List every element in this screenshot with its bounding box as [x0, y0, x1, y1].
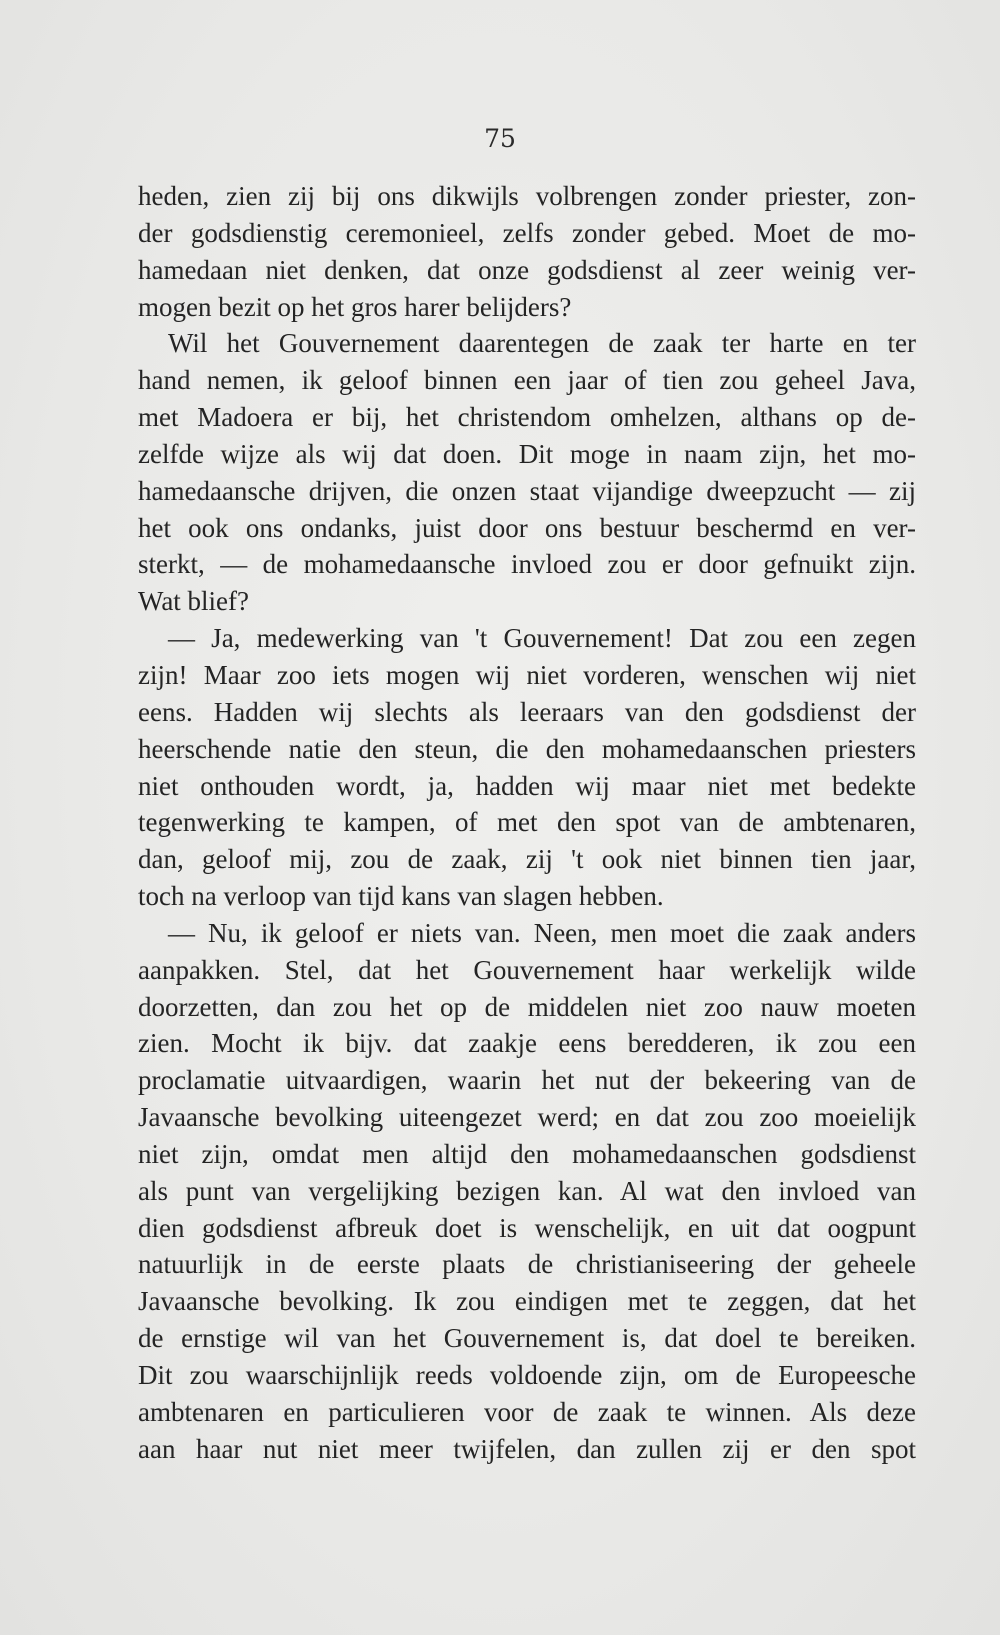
text-line: heerschende natie den steun, die den mohamedaanschen priesters [138, 733, 916, 764]
text-line: heden, zien zij bij ons dikwijls volbrengen zonder priester, zon- [138, 181, 916, 211]
text-line: eens. Hadden wij slechts als leeraars van den godsdienst der [138, 696, 916, 727]
text-line: zelfde wijze als wij dat doen. Dit moge in naam zijn, het mo- [138, 438, 916, 469]
text-line: tegenwerking te kampen, of met den spot van de ambtenaren, [138, 807, 916, 838]
text-line: der godsdienstig ceremonieel, zelfs zonder gebed. Moet de mo- [138, 217, 916, 248]
text-line: Javaansche bevolking. Ik zou eindigen met te zeggen, dat het [138, 1286, 916, 1317]
text-line: het ook ons ondanks, juist door ons bestuur beschermd en ver- [138, 512, 916, 543]
text-line: niet onthouden wordt, ja, hadden wij maar niet met bedekte [138, 770, 916, 801]
text-line: aanpakken. Stel, dat het Gouvernement haar werkelijk wilde [138, 954, 916, 985]
text-line: Dit zou waarschijnlijk reeds voldoende zijn, om de Europeesche [138, 1360, 916, 1390]
text-line: de ernstige wil van het Gouvernement is, dat doel te bereiken. [138, 1323, 916, 1354]
text-line: niet zijn, omdat men altijd den mohamedaanschen godsdienst [138, 1138, 916, 1169]
text-line: — Ja, medewerking van 't Gouvernement! Dat zou een zegen [168, 623, 916, 654]
text-line: — Nu, ik geloof er niets van. Neen, men moet die zaak anders [168, 917, 916, 948]
text-line: doorzetten, dan zou het op de middelen niet zoo nauw moeten [138, 991, 916, 1022]
text-line: sterkt, — de mohamedaansche invloed zou er door gefnuikt zijn. [138, 549, 916, 580]
text-line: dien godsdienst afbreuk doet is wenschelijk, en uit dat oogpunt [138, 1212, 916, 1243]
text-line: proclamatie uitvaardigen, waarin het nut der bekeering van de [138, 1065, 916, 1096]
page-text [138, 178, 916, 1468]
text-line: Wil het Gouvernement daarentegen de zaak ter harte en ter [168, 328, 916, 359]
text-line: Javaansche bevolking uiteengezet werd; en dat zou zoo moeielijk [138, 1102, 916, 1133]
text-line: aan haar nut niet meer twijfelen, dan zullen zij er den spot [138, 1433, 916, 1464]
text-line: als punt van vergelijking bezigen kan. Al wat den invloed van [138, 1175, 916, 1206]
text-line: ambtenaren en particulieren voor de zaak te winnen. Als deze [138, 1396, 916, 1427]
text-line: toch na verloop van tijd kans van slagen hebben. [138, 881, 664, 912]
text-line: mogen bezit op het gros harer belijders? [138, 291, 572, 322]
text-line: zien. Mocht ik bijv. dat zaakje eens beredderen, ik zou een [138, 1028, 916, 1059]
text-line: met Madoera er bij, het christendom omhelzen, althans op de- [138, 402, 916, 433]
text-line: hamedaan niet denken, dat onze godsdienst al zeer weinig ver- [138, 254, 916, 285]
text-line: dan, geloof mij, zou de zaak, zij 't ook niet binnen tien jaar, [138, 844, 916, 875]
text-line: natuurlijk in de eerste plaats de christianiseering der geheele [138, 1249, 916, 1280]
page-number: 75 [484, 124, 516, 153]
text-line: zijn! Maar zoo iets mogen wij niet vorderen, wenschen wij niet [138, 659, 916, 690]
text-line: hamedaansche drijven, die onzen staat vijandige dweepzucht — zij [138, 475, 916, 506]
text-line: Wat blief? [138, 586, 250, 617]
text-line: hand nemen, ik geloof binnen een jaar of tien zou geheel Java, [138, 365, 916, 396]
